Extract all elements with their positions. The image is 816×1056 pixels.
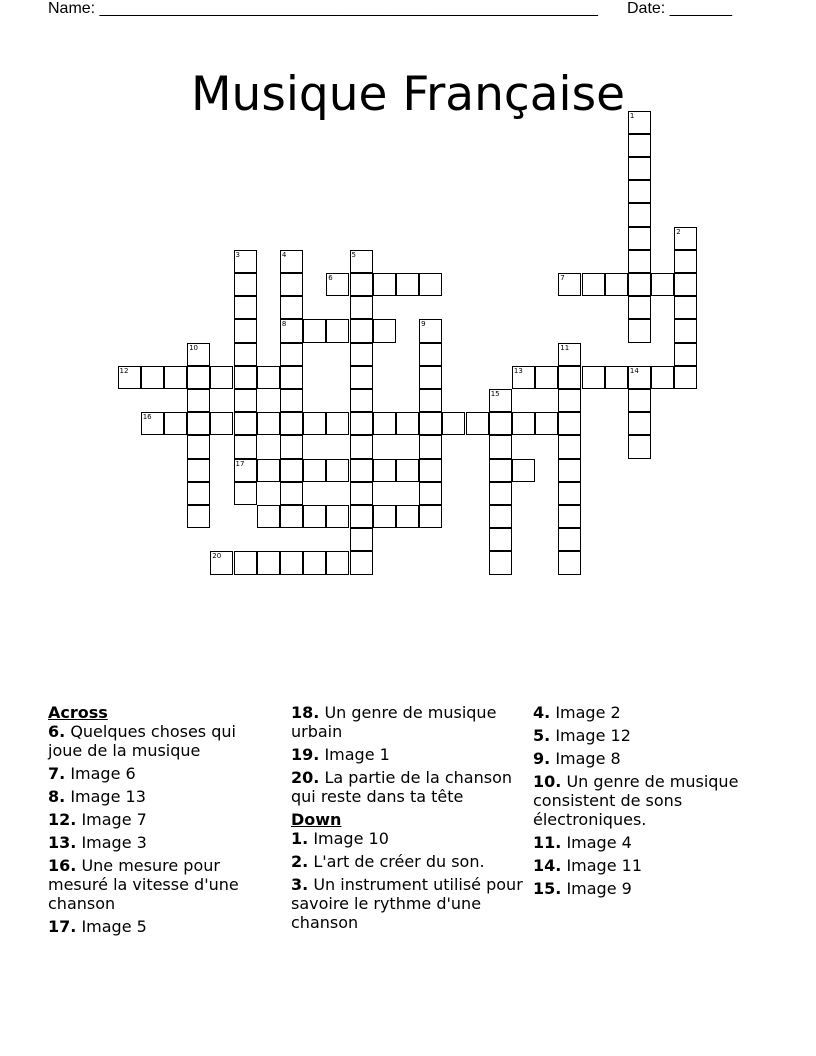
clue-text: Image 5 bbox=[81, 917, 147, 936]
clue-number: 12 bbox=[119, 366, 129, 375]
crossword-cell[interactable] bbox=[187, 343, 210, 366]
clue-number-label: 13. bbox=[48, 833, 77, 852]
crossword-cell[interactable] bbox=[558, 435, 581, 458]
clue-text: Image 7 bbox=[81, 810, 147, 829]
crossword-cell[interactable] bbox=[489, 551, 512, 574]
crossword-cell[interactable] bbox=[350, 250, 373, 273]
crossword-cell[interactable] bbox=[303, 551, 326, 574]
clue-number: 16 bbox=[142, 413, 152, 422]
crossword-cell[interactable] bbox=[419, 343, 442, 366]
crossword-cell[interactable] bbox=[396, 412, 419, 435]
clue-item bbox=[291, 768, 523, 806]
clue-item bbox=[291, 745, 523, 764]
crossword-cell[interactable] bbox=[257, 412, 280, 435]
section-heading-down: Down bbox=[291, 810, 342, 829]
clue-column-1 bbox=[48, 703, 273, 940]
clue-number: 13 bbox=[513, 366, 523, 375]
crossword-cell[interactable] bbox=[674, 227, 697, 250]
crossword-cell[interactable] bbox=[350, 389, 373, 412]
clue-number-label: 6. bbox=[48, 722, 66, 741]
crossword-cell[interactable] bbox=[280, 366, 303, 389]
clue-item bbox=[291, 829, 523, 848]
crossword-cell[interactable] bbox=[628, 157, 651, 180]
crossword-cell[interactable] bbox=[280, 459, 303, 482]
crossword-cell[interactable] bbox=[628, 412, 651, 435]
clue-item bbox=[291, 703, 523, 741]
crossword-cell[interactable] bbox=[118, 366, 141, 389]
clue-text: Image 11 bbox=[566, 856, 642, 875]
clue-number: 6 bbox=[328, 274, 333, 282]
clue-text: Image 10 bbox=[313, 829, 389, 848]
clue-text: Image 3 bbox=[81, 833, 147, 852]
crossword-cell[interactable] bbox=[489, 435, 512, 458]
crossword-cell[interactable] bbox=[141, 366, 164, 389]
crossword-cell[interactable] bbox=[164, 366, 187, 389]
crossword-cell[interactable] bbox=[582, 366, 605, 389]
crossword-cell[interactable] bbox=[350, 319, 373, 342]
crossword-cell[interactable] bbox=[373, 412, 396, 435]
clue-number: 9 bbox=[421, 320, 426, 329]
crossword-cell[interactable] bbox=[280, 296, 303, 319]
crossword-cell[interactable] bbox=[373, 459, 396, 482]
crossword-cell[interactable] bbox=[489, 482, 512, 505]
crossword-cell[interactable] bbox=[558, 459, 581, 482]
clue-number: 15 bbox=[490, 390, 500, 398]
clue-number: 3 bbox=[235, 250, 240, 259]
crossword-cell[interactable] bbox=[466, 412, 489, 435]
crossword-cell[interactable] bbox=[558, 389, 581, 412]
crossword-cell[interactable] bbox=[396, 459, 419, 482]
crossword-cell[interactable] bbox=[442, 412, 465, 435]
clue-number-label: 11. bbox=[533, 833, 562, 852]
crossword-cell[interactable] bbox=[210, 366, 233, 389]
clue-text: L'art de créer du son. bbox=[313, 852, 485, 871]
clue-number-label: 14. bbox=[533, 856, 562, 875]
crossword-cell[interactable] bbox=[628, 435, 651, 458]
crossword-cell[interactable] bbox=[141, 412, 164, 435]
clue-number-label: 19. bbox=[291, 745, 320, 764]
crossword-cell[interactable] bbox=[303, 459, 326, 482]
crossword-cell[interactable] bbox=[419, 505, 442, 528]
crossword-cell[interactable] bbox=[558, 482, 581, 505]
crossword-cell[interactable] bbox=[419, 482, 442, 505]
crossword-cell[interactable] bbox=[489, 389, 512, 412]
crossword-cell[interactable] bbox=[280, 343, 303, 366]
crossword-cell[interactable] bbox=[419, 366, 442, 389]
crossword-cell[interactable] bbox=[303, 412, 326, 435]
crossword-cell[interactable] bbox=[628, 296, 651, 319]
crossword-cell[interactable] bbox=[558, 505, 581, 528]
crossword-cell[interactable] bbox=[234, 459, 257, 482]
crossword-cell[interactable] bbox=[419, 412, 442, 435]
crossword-cell[interactable] bbox=[187, 505, 210, 528]
crossword-cell[interactable] bbox=[326, 551, 349, 574]
crossword-cell[interactable] bbox=[419, 389, 442, 412]
crossword-cell[interactable] bbox=[674, 343, 697, 366]
crossword-cell[interactable] bbox=[187, 459, 210, 482]
crossword-cell[interactable] bbox=[628, 366, 651, 389]
crossword-cell[interactable] bbox=[234, 250, 257, 273]
clue-text: Image 9 bbox=[566, 879, 632, 898]
crossword-cell[interactable] bbox=[350, 296, 373, 319]
crossword-cell[interactable] bbox=[373, 319, 396, 342]
crossword-cell[interactable] bbox=[280, 505, 303, 528]
crossword-cell[interactable] bbox=[628, 134, 651, 157]
clue-item bbox=[48, 787, 273, 806]
clue-text: Image 13 bbox=[70, 787, 146, 806]
clue-number-label: 9. bbox=[533, 749, 551, 768]
crossword-cell[interactable] bbox=[558, 551, 581, 574]
clue-number-label: 7. bbox=[48, 764, 66, 783]
crossword-cell[interactable] bbox=[326, 505, 349, 528]
crossword-cell[interactable] bbox=[303, 319, 326, 342]
clue-number-label: 20. bbox=[291, 768, 320, 787]
crossword-cell[interactable] bbox=[512, 459, 535, 482]
crossword-cell[interactable] bbox=[419, 435, 442, 458]
crossword-cell[interactable] bbox=[651, 273, 674, 296]
crossword-cell[interactable] bbox=[280, 250, 303, 273]
clue-number-label: 17. bbox=[48, 917, 77, 936]
crossword-cell[interactable] bbox=[210, 551, 233, 574]
crossword-cell[interactable] bbox=[164, 412, 187, 435]
crossword-cell[interactable] bbox=[187, 435, 210, 458]
clue-text: Quelques choses qui joue de la musique bbox=[48, 722, 236, 760]
clue-item bbox=[533, 726, 773, 745]
clue-number: 8 bbox=[281, 320, 287, 329]
crossword-cell[interactable] bbox=[674, 250, 697, 273]
clue-number: 1 bbox=[629, 111, 635, 120]
clue-text: Image 2 bbox=[555, 703, 621, 722]
crossword-cell[interactable] bbox=[605, 366, 628, 389]
crossword-cell[interactable] bbox=[350, 551, 373, 574]
crossword-cell[interactable] bbox=[234, 296, 257, 319]
crossword-cell[interactable] bbox=[674, 366, 697, 389]
crossword-cell[interactable] bbox=[257, 505, 280, 528]
crossword-cell[interactable] bbox=[558, 273, 581, 296]
crossword-cell[interactable] bbox=[628, 203, 651, 226]
crossword-cell[interactable] bbox=[674, 319, 697, 342]
clue-number-label: 8. bbox=[48, 787, 66, 806]
crossword-cell[interactable] bbox=[234, 366, 257, 389]
crossword-cell[interactable] bbox=[350, 459, 373, 482]
crossword-cell[interactable] bbox=[234, 412, 257, 435]
clue-text: Un genre de musique urbain bbox=[291, 703, 497, 741]
crossword-cell[interactable] bbox=[303, 505, 326, 528]
crossword-cell[interactable] bbox=[280, 482, 303, 505]
crossword-cell[interactable] bbox=[280, 412, 303, 435]
clue-number: 5 bbox=[351, 250, 356, 259]
clue-item bbox=[533, 833, 773, 852]
crossword-cell[interactable] bbox=[558, 366, 581, 389]
clue-text: Image 1 bbox=[324, 745, 390, 764]
crossword-cell[interactable] bbox=[234, 551, 257, 574]
crossword-cell[interactable] bbox=[234, 273, 257, 296]
clue-number-label: 4. bbox=[533, 703, 551, 722]
crossword-cell[interactable] bbox=[187, 412, 210, 435]
crossword-cell[interactable] bbox=[350, 366, 373, 389]
clue-item bbox=[291, 875, 523, 932]
clue-number-label: 16. bbox=[48, 856, 77, 875]
clue-item bbox=[48, 917, 273, 936]
crossword-cell[interactable] bbox=[628, 227, 651, 250]
crossword-cell[interactable] bbox=[187, 482, 210, 505]
clue-item bbox=[48, 833, 273, 852]
crossword-cell[interactable] bbox=[234, 389, 257, 412]
clue-text: Une mesure pour mesuré la vitesse d'une chanson bbox=[48, 856, 239, 913]
clue-number: 4 bbox=[281, 250, 287, 259]
crossword-cell[interactable] bbox=[512, 412, 535, 435]
clue-item bbox=[533, 703, 773, 722]
crossword-cell[interactable] bbox=[350, 482, 373, 505]
clue-number: 10 bbox=[189, 343, 199, 352]
clue-number-label: 15. bbox=[533, 879, 562, 898]
crossword-cell[interactable] bbox=[558, 412, 581, 435]
clue-item bbox=[533, 879, 773, 898]
crossword-cell[interactable] bbox=[257, 551, 280, 574]
section-heading-across: Across bbox=[48, 703, 108, 722]
clue-item bbox=[291, 852, 523, 871]
crossword-cell[interactable] bbox=[535, 412, 558, 435]
date-field-label: Date: _______ bbox=[627, 0, 732, 17]
crossword-cell[interactable] bbox=[674, 273, 697, 296]
clue-column-3 bbox=[533, 703, 773, 902]
crossword-cell[interactable] bbox=[489, 459, 512, 482]
crossword-cell[interactable] bbox=[419, 459, 442, 482]
crossword-cell[interactable] bbox=[419, 319, 442, 342]
crossword-cell[interactable] bbox=[280, 435, 303, 458]
clue-number-label: 5. bbox=[533, 726, 551, 745]
crossword-cell[interactable] bbox=[582, 273, 605, 296]
clue-item bbox=[533, 749, 773, 768]
clue-item bbox=[48, 764, 273, 783]
crossword-cell[interactable] bbox=[558, 528, 581, 551]
clue-text: La partie de la chanson qui reste dans ta tête bbox=[291, 768, 512, 806]
clue-number-label: 1. bbox=[291, 829, 309, 848]
clue-number: 11 bbox=[560, 343, 570, 352]
clue-column-2 bbox=[291, 703, 523, 936]
clue-text: Image 6 bbox=[70, 764, 136, 783]
clue-text: Image 4 bbox=[566, 833, 632, 852]
crossword-cell[interactable] bbox=[234, 435, 257, 458]
clue-number-label: 2. bbox=[291, 852, 309, 871]
crossword-cell[interactable] bbox=[605, 273, 628, 296]
crossword-cell[interactable] bbox=[512, 366, 535, 389]
crossword-cell[interactable] bbox=[628, 180, 651, 203]
crossword-cell[interactable] bbox=[234, 482, 257, 505]
crossword-cell[interactable] bbox=[419, 273, 442, 296]
crossword-cell[interactable] bbox=[350, 412, 373, 435]
crossword-cell[interactable] bbox=[350, 505, 373, 528]
crossword-cell[interactable] bbox=[489, 412, 512, 435]
clue-number: 7 bbox=[560, 274, 565, 282]
crossword-cell[interactable] bbox=[558, 343, 581, 366]
clue-item bbox=[533, 856, 773, 875]
crossword-cell[interactable] bbox=[350, 528, 373, 551]
page-title: Musique Française bbox=[191, 67, 625, 123]
clue-item bbox=[48, 856, 273, 913]
crossword-cell[interactable] bbox=[234, 319, 257, 342]
crossword-cell[interactable] bbox=[187, 366, 210, 389]
clue-text: Image 12 bbox=[555, 726, 631, 745]
crossword-cell[interactable] bbox=[234, 343, 257, 366]
crossword-cell[interactable] bbox=[257, 366, 280, 389]
clue-number: 2 bbox=[676, 227, 681, 236]
crossword-cell[interactable] bbox=[280, 551, 303, 574]
crossword-cell[interactable] bbox=[187, 389, 210, 412]
crossword-cell[interactable] bbox=[326, 273, 349, 296]
clue-item bbox=[48, 810, 273, 829]
clue-item bbox=[533, 772, 773, 829]
clue-number-label: 12. bbox=[48, 810, 77, 829]
crossword-cell[interactable] bbox=[257, 459, 280, 482]
crossword-cell[interactable] bbox=[350, 273, 373, 296]
clue-item bbox=[48, 722, 273, 760]
crossword-cell[interactable] bbox=[628, 250, 651, 273]
crossword-cell[interactable] bbox=[280, 389, 303, 412]
crossword-cell[interactable] bbox=[396, 505, 419, 528]
clue-number: 17 bbox=[235, 459, 245, 468]
name-field-label: Name: ________________________________________________________ bbox=[48, 0, 598, 17]
crossword-cell[interactable] bbox=[651, 366, 674, 389]
clue-number: 20 bbox=[212, 552, 222, 561]
clue-number: 14 bbox=[629, 366, 639, 375]
crossword-cell[interactable] bbox=[628, 273, 651, 296]
crossword-cell[interactable] bbox=[373, 505, 396, 528]
crossword-cell[interactable] bbox=[373, 273, 396, 296]
crossword-cell[interactable] bbox=[628, 111, 651, 134]
clue-text: Image 8 bbox=[555, 749, 621, 768]
clue-number-label: 3. bbox=[291, 875, 309, 894]
crossword-cell[interactable] bbox=[210, 412, 233, 435]
clue-number-label: 10. bbox=[533, 772, 562, 791]
crossword-cell[interactable] bbox=[535, 366, 558, 389]
crossword-cell[interactable] bbox=[628, 319, 651, 342]
crossword-cell[interactable] bbox=[628, 389, 651, 412]
clue-text: Un genre de musique consistent de sons électroniques. bbox=[533, 772, 739, 829]
crossword-cell[interactable] bbox=[396, 273, 419, 296]
crossword-cell[interactable] bbox=[489, 528, 512, 551]
crossword-cell[interactable] bbox=[326, 412, 349, 435]
crossword-cell[interactable] bbox=[350, 343, 373, 366]
crossword-cell[interactable] bbox=[350, 435, 373, 458]
crossword-cell[interactable] bbox=[326, 459, 349, 482]
crossword-cell[interactable] bbox=[280, 273, 303, 296]
clue-text: Un instrument utilisé pour savoire le rythme d'une chanson bbox=[291, 875, 523, 932]
crossword-cell[interactable] bbox=[280, 319, 303, 342]
crossword-cell[interactable] bbox=[674, 296, 697, 319]
clue-number-label: 18. bbox=[291, 703, 320, 722]
crossword-cell[interactable] bbox=[489, 505, 512, 528]
crossword-cell[interactable] bbox=[326, 319, 349, 342]
